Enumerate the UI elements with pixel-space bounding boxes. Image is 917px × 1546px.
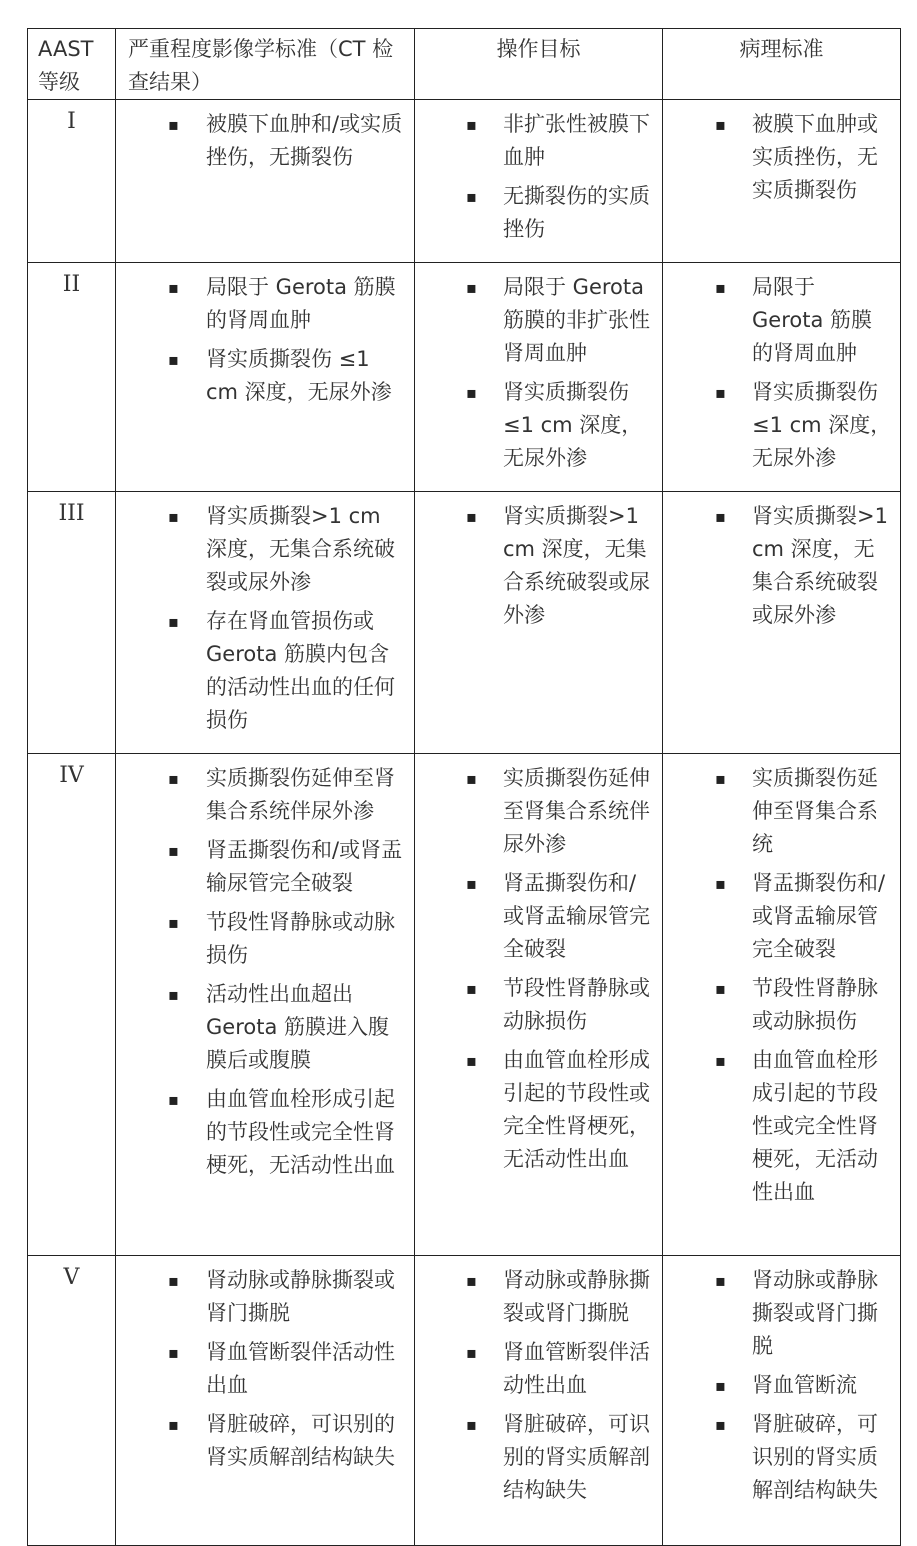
criteria-item: ▪ 肾实质撕裂>1 cm 深度，无集合系统破裂或尿外渗 <box>752 500 892 632</box>
criteria-item: ▪ 被膜下血肿和/或实质挫伤，无撕裂伤 <box>206 108 406 174</box>
criteria-list <box>116 100 414 190</box>
criteria-item: ▪ 被膜下血肿或实质挫伤，无实质撕裂伤 <box>752 108 892 207</box>
criteria-list <box>663 100 900 223</box>
criteria-item: ▪ 肾实质撕裂伤≤1 cm 深度，无尿外渗 <box>503 376 654 475</box>
criteria-item: ▪ 肾盂撕裂伤和/或肾盂输尿管完全破裂 <box>503 867 654 966</box>
pathology-criteria-cell <box>663 1256 901 1546</box>
grade-cell: I <box>28 100 116 263</box>
criteria-list <box>415 492 662 648</box>
criteria-item: ▪ 肾脏破碎，可识别的肾实质解剖结构缺失 <box>206 1408 406 1474</box>
pathology-criteria-cell <box>663 492 901 754</box>
criteria-item: ▪ 节段性肾静脉或动脉损伤 <box>206 906 406 972</box>
grade-cell: IV <box>28 754 116 1256</box>
aast-kidney-injury-table <box>27 28 901 1546</box>
criteria-list <box>415 263 662 491</box>
criteria-list <box>663 1256 900 1523</box>
operative-criteria-cell <box>415 100 663 263</box>
criteria-item: ▪ 肾实质撕裂>1 cm 深度，无集合系统破裂或尿外渗 <box>206 500 406 599</box>
criteria-item: ▪ 局限于 Gerota 筋膜的肾周血肿 <box>752 271 892 370</box>
criteria-list <box>116 492 414 753</box>
criteria-list <box>415 754 662 1192</box>
criteria-item: ▪ 节段性肾静脉或动脉损伤 <box>503 972 654 1038</box>
criteria-item: ▪ 肾盂撕裂伤和/或肾盂输尿管完全破裂 <box>206 834 406 900</box>
criteria-list <box>663 263 900 491</box>
pathology-criteria-cell <box>663 263 901 492</box>
header-row <box>28 29 901 100</box>
criteria-item: ▪ 肾动脉或静脉撕裂或肾门撕脱 <box>752 1264 892 1363</box>
criteria-item: ▪ 肾血管断裂伴活动性出血 <box>206 1336 406 1402</box>
criteria-list <box>116 754 414 1198</box>
table-row <box>28 754 901 1256</box>
criteria-item: ▪ 肾实质撕裂伤≤1 cm 深度，无尿外渗 <box>752 376 892 475</box>
header-grade: AAST 等级 <box>28 29 116 100</box>
criteria-item: ▪ 肾动脉或静脉撕裂或肾门撕脱 <box>503 1264 654 1330</box>
criteria-list <box>415 100 662 262</box>
criteria-item: ▪ 实质撕裂伤延伸至肾集合系统伴尿外渗 <box>206 762 406 828</box>
criteria-item: ▪ 节段性肾静脉或动脉损伤 <box>752 972 892 1038</box>
operative-criteria-cell <box>415 263 663 492</box>
criteria-item: ▪ 肾盂撕裂伤和/或肾盂输尿管完全破裂 <box>752 867 892 966</box>
operative-criteria-cell <box>415 492 663 754</box>
criteria-item: ▪ 肾实质撕裂伤 ≤1 cm 深度，无尿外渗 <box>206 343 406 409</box>
table-body <box>28 100 901 1546</box>
criteria-item: ▪ 肾血管断裂伴活动性出血 <box>503 1336 654 1402</box>
criteria-item: ▪ 局限于 Gerota 筋膜的肾周血肿 <box>206 271 406 337</box>
criteria-list <box>116 263 414 425</box>
criteria-list <box>663 492 900 648</box>
grade-cell: III <box>28 492 116 754</box>
header-operative-criteria: 操作目标 <box>415 29 663 100</box>
criteria-item: ▪ 由血管血栓形成引起的节段性或完全性肾梗死，无活动性出血 <box>503 1044 654 1176</box>
criteria-item: ▪ 肾实质撕裂>1 cm 深度，无集合系统破裂或尿外渗 <box>503 500 654 632</box>
pathology-criteria-cell <box>663 100 901 263</box>
operative-criteria-cell <box>415 754 663 1256</box>
criteria-item: ▪ 活动性出血超出 Gerota 筋膜进入腹膜后或腹膜 <box>206 978 406 1077</box>
criteria-item: ▪ 实质撕裂伤延伸至肾集合系统 <box>752 762 892 861</box>
imaging-criteria-cell <box>116 492 415 754</box>
operative-criteria-cell <box>415 1256 663 1546</box>
criteria-item: ▪ 肾血管断流 <box>752 1369 892 1402</box>
criteria-item: ▪ 肾脏破碎，可识别的肾实质解剖结构缺失 <box>503 1408 654 1507</box>
imaging-criteria-cell <box>116 1256 415 1546</box>
imaging-criteria-cell <box>116 263 415 492</box>
criteria-item: ▪ 存在肾血管损伤或 Gerota 筋膜内包含的活动性出血的任何损伤 <box>206 605 406 737</box>
table-row <box>28 263 901 492</box>
criteria-item: ▪ 局限于 Gerota 筋膜的非扩张性肾周血肿 <box>503 271 654 370</box>
imaging-criteria-cell <box>116 100 415 263</box>
criteria-list <box>116 1256 414 1490</box>
criteria-item: ▪ 肾动脉或静脉撕裂或肾门撕脱 <box>206 1264 406 1330</box>
table-row <box>28 1256 901 1546</box>
pathology-criteria-cell <box>663 754 901 1256</box>
header-pathology-criteria: 病理标准 <box>663 29 901 100</box>
header-imaging-criteria: 严重程度影像学标准（CT 检查结果） <box>116 29 415 100</box>
criteria-item: ▪ 非扩张性被膜下血肿 <box>503 108 654 174</box>
table-row <box>28 492 901 754</box>
imaging-criteria-cell <box>116 754 415 1256</box>
criteria-item: ▪ 由血管血栓形成引起的节段性或完全性肾梗死，无活动性出血 <box>206 1083 406 1182</box>
criteria-item: ▪ 实质撕裂伤延伸至肾集合系统伴尿外渗 <box>503 762 654 861</box>
grade-cell: V <box>28 1256 116 1546</box>
criteria-item: ▪ 肾脏破碎，可识别的肾实质解剖结构缺失 <box>752 1408 892 1507</box>
criteria-list <box>415 1256 662 1523</box>
criteria-item: ▪ 由血管血栓形成引起的节段性或完全性肾梗死，无活动性出血 <box>752 1044 892 1209</box>
criteria-item: ▪ 无撕裂伤的实质挫伤 <box>503 180 654 246</box>
criteria-list <box>663 754 900 1225</box>
table-row <box>28 100 901 263</box>
grade-cell: II <box>28 263 116 492</box>
